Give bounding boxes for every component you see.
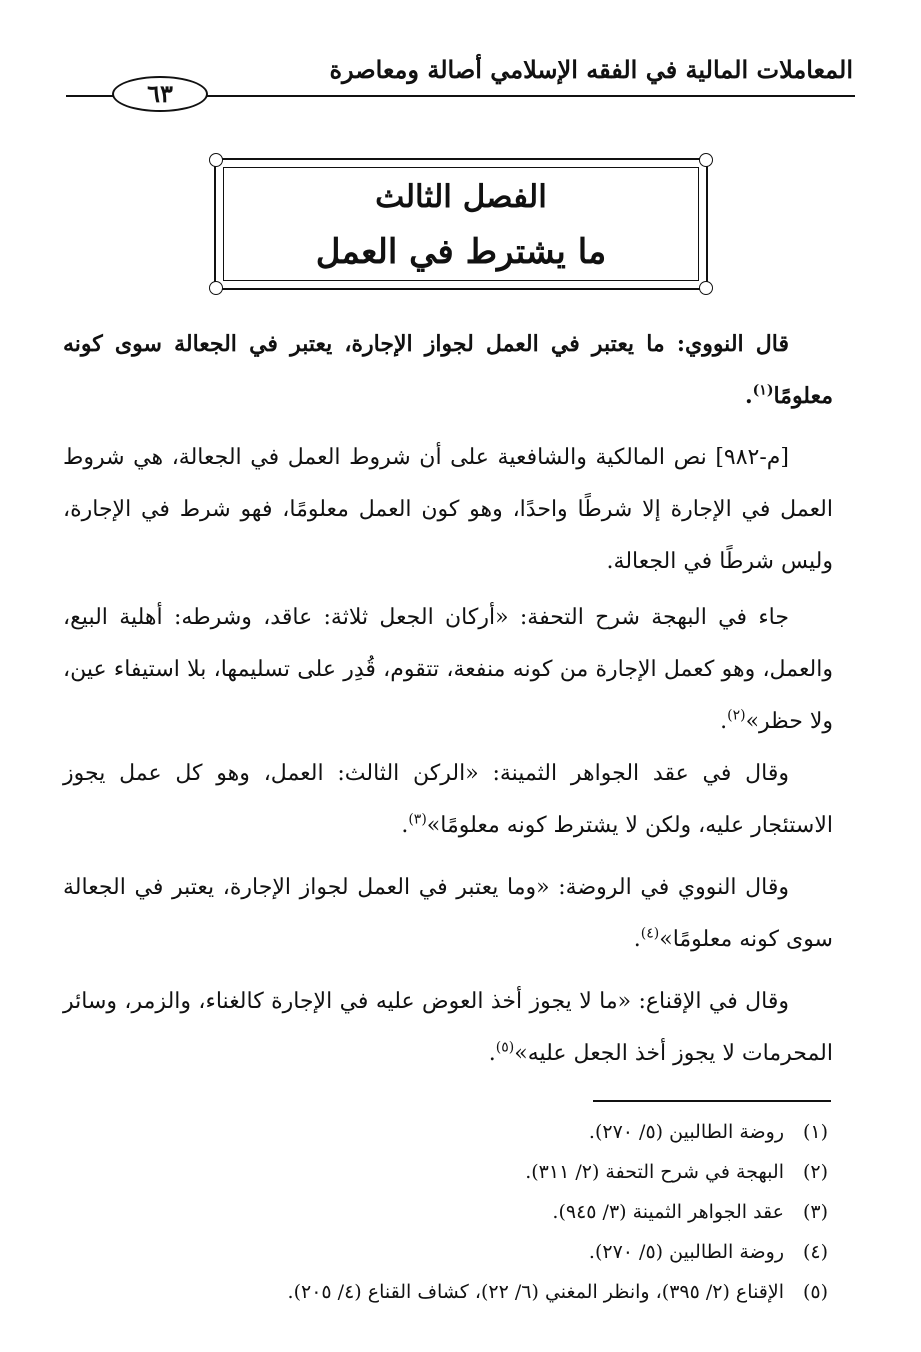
body-paragraph	[63, 862, 833, 966]
footnote-item	[68, 1272, 828, 1312]
paragraph-text: وقال في الإقناع: «ما لا يجوز أخذ العوض عليه في الإجارة كالغناء، والزمر، وسائر المحرمات لا يجوز أخذ الجعل عليه»	[63, 989, 833, 1066]
footnote-number: (١)	[802, 1121, 828, 1143]
footnote-ref: (٥)	[495, 1039, 515, 1056]
footnote-ref: (٣)	[408, 811, 427, 828]
body-paragraph	[63, 748, 833, 852]
footnote-ref: (٢)	[727, 707, 746, 724]
page-number: ٦٣	[112, 76, 208, 112]
paragraph-end: .	[401, 813, 409, 838]
paragraph-text: [م-٩٨٢] نص المالكية والشافعية على أن شروط العمل في الجعالة، هي شروط العمل في الإجارة إلا شرطًا واحدًا، وهو كون العمل معلومًا، فهو شرط في الإجارة، وليس شرطًا في الجعالة.	[63, 445, 833, 574]
body-paragraph	[63, 592, 833, 748]
paragraph-text: وقال في عقد الجواهر الثمينة: «الركن الثالث: العمل، وهو كل عمل يجوز الاستئجار عليه، ولكن لا يشترط كونه معلومًا»	[63, 761, 833, 838]
footnote-item	[68, 1192, 828, 1232]
footnote-number: (٤)	[802, 1241, 828, 1263]
footnote-text: عقد الجواهر الثمينة (٣/ ٩٤٥).	[552, 1201, 784, 1223]
paragraph-end: .	[488, 1041, 496, 1066]
frame-corner-ornament	[699, 281, 713, 295]
footnote-number: (٣)	[802, 1201, 828, 1223]
frame-corner-ornament	[209, 153, 223, 167]
footnotes-list	[68, 1112, 828, 1312]
frame-corner-ornament	[209, 281, 223, 295]
running-title: المعاملات المالية في الفقه الإسلامي أصالة ومعاصرة	[329, 55, 853, 84]
footnote-separator	[593, 1100, 831, 1102]
paragraph-text: جاء في البهجة شرح التحفة: «أركان الجعل ثلاثة: عاقد، وشرطه: أهلية البيع، والعمل، وهو كعمل الإجارة من كونه منفعة، تتقوم، قُدِر على تسليمها، بلا استيفاء عين، ولا حظر»	[63, 605, 833, 734]
paragraph-end: .	[720, 709, 728, 734]
paragraph-end: .	[633, 927, 641, 952]
footnote-ref: (١)	[752, 382, 774, 399]
chapter-title: ما يشترط في العمل	[315, 232, 607, 272]
footnote-text: الإقناع (٢/ ٣٩٥)، وانظر المغني (٦/ ٢٢)، كشاف القناع (٤/ ٢٠٥).	[287, 1281, 784, 1303]
paragraph-text: وقال النووي في الروضة: «وما يعتبر في العمل لجواز الإجارة، يعتبر في الجعالة سوى كونه معلومًا»	[63, 875, 833, 952]
body-paragraph	[63, 432, 833, 588]
footnote-text: روضة الطالبين (٥/ ٢٧٠).	[588, 1241, 784, 1263]
footnote-text: روضة الطالبين (٥/ ٢٧٠).	[588, 1121, 784, 1143]
footnote-ref: (٤)	[640, 925, 660, 942]
chapter-title-box	[214, 158, 708, 290]
body-paragraph	[63, 318, 833, 422]
footnote-text: البهجة في شرح التحفة (٢/ ٣١١).	[525, 1161, 784, 1183]
frame-corner-ornament	[699, 153, 713, 167]
footnote-number: (٢)	[802, 1161, 828, 1183]
footnote-item	[68, 1232, 828, 1272]
paragraph-text: قال النووي: ما يعتبر في العمل لجواز الإجارة، يعتبر في الجعالة سوى كونه معلومًا	[63, 331, 833, 409]
footnote-number: (٥)	[802, 1281, 828, 1303]
footnote-item	[68, 1112, 828, 1152]
chapter-number: الفصل الثالث	[375, 179, 547, 215]
footnote-item	[68, 1152, 828, 1192]
body-paragraph	[63, 976, 833, 1080]
paragraph-end: .	[745, 383, 753, 409]
